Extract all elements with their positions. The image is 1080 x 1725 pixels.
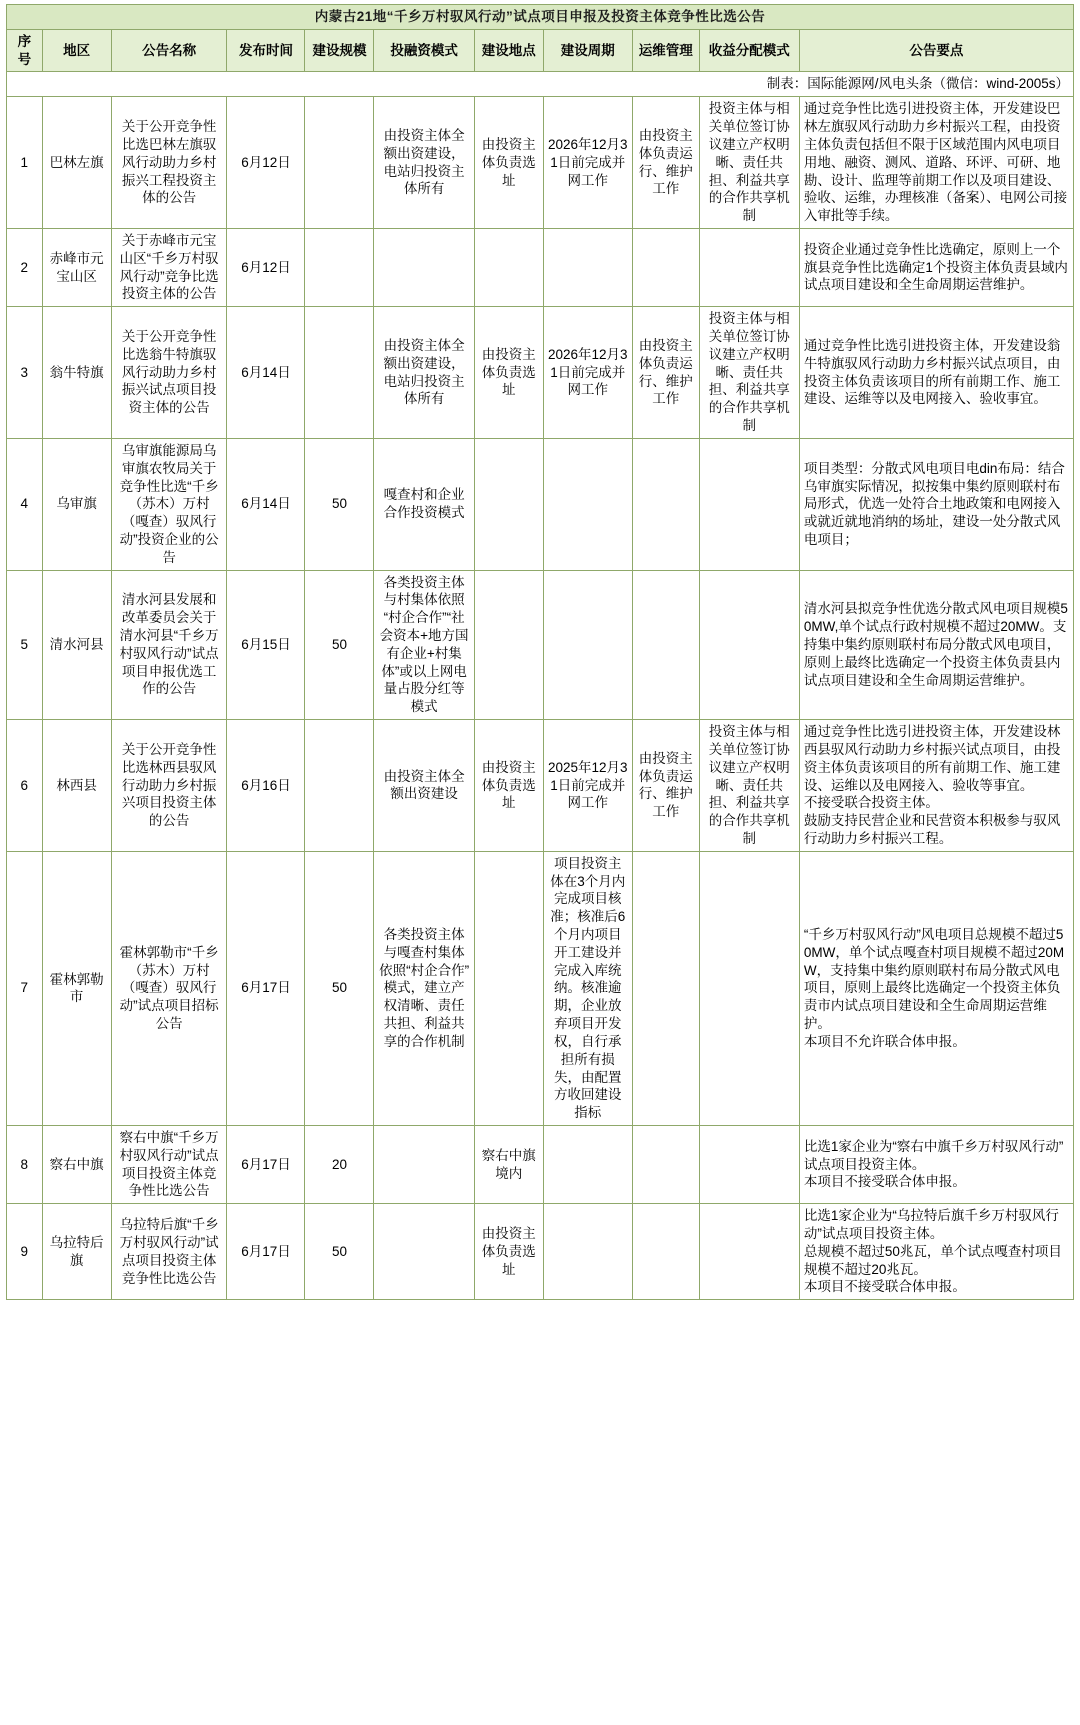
- row-region: 巴林左旗: [42, 97, 111, 229]
- row-build-scale: [305, 97, 374, 229]
- row-index: 4: [7, 438, 43, 570]
- row-key-points: 通过竞争性比选引进投资主体，开发建设翁牛特旗驭风行动助力乡村振兴试点项目，由投资主体负责该项目的所有前期工作、施工建设、运维等以及电网接入、验收事宜。: [799, 307, 1073, 439]
- row-index: 2: [7, 228, 43, 306]
- row-region: 乌拉特后旗: [42, 1204, 111, 1300]
- row-build-period: [543, 438, 632, 570]
- row-finance-mode: 由投资主体全额出资建设: [374, 720, 474, 852]
- credit-row: [7, 72, 1074, 97]
- row-build-period: 项目投资主体在3个月内完成项目核准；核准后6个月内项目开工建设并完成入库统纳。核准逾期，企业放弃项目开发权，自行承担所有损失，由配置方收回建设指标: [543, 851, 632, 1125]
- row-build-scale: 50: [305, 438, 374, 570]
- row-region: 翁牛特旗: [42, 307, 111, 439]
- column-header-period: 建设周期: [543, 29, 632, 72]
- announcement-table: [6, 4, 1074, 1300]
- column-header-index: 序号: [7, 29, 43, 72]
- row-build-place: [474, 851, 543, 1125]
- row-build-scale: [305, 720, 374, 852]
- row-build-period: [543, 228, 632, 306]
- row-finance-mode: [374, 1204, 474, 1300]
- column-header-om: 运维管理: [632, 29, 699, 72]
- row-region: 察右中旗: [42, 1125, 111, 1203]
- row-build-scale: 50: [305, 570, 374, 720]
- row-key-points: 通过竞争性比选引进投资主体，开发建设林西县驭风行动助力乡村振兴试点项目，由投资主体负责该项目的所有前期工作、施工建设、运维以及电网接入、验收等事宜。 不接受联合投资主体。 鼓励支持民营企业和民营资本积极参与驭风行动助力乡村振兴工程。: [799, 720, 1073, 852]
- row-publish-date: 6月17日: [227, 1204, 305, 1300]
- row-announcement-name: 察右中旗“千乡万村驭风行动”试点项目投资主体竞争性比选公告: [111, 1125, 227, 1203]
- row-publish-date: 6月14日: [227, 438, 305, 570]
- row-profit-mode: [699, 228, 799, 306]
- column-header-points: 公告要点: [799, 29, 1073, 72]
- row-profit-mode: 投资主体与相关单位签订协议建立产权明晰、责任共担、利益共享的合作共享机制: [699, 307, 799, 439]
- row-profit-mode: [699, 1125, 799, 1203]
- row-key-points: 比选1家企业为“察右中旗千乡万村驭风行动”试点项目投资主体。 本项目不接受联合体申报。: [799, 1125, 1073, 1203]
- row-key-points: “千乡万村驭风行动”风电项目总规模不超过50MW，单个试点嘎查村项目规模不超过20MW，支持集中集约原则联村布局分散式风电项目，原则上最终比选确定一个投资主体负责市内试点项目建设和全生命周期运营维护。 本项目不允许联合体申报。: [799, 851, 1073, 1125]
- row-region: 乌审旗: [42, 438, 111, 570]
- row-build-place: 由投资主体负责选址: [474, 1204, 543, 1300]
- row-om-management: 由投资主体负责运行、维护工作: [632, 97, 699, 229]
- row-index: 9: [7, 1204, 43, 1300]
- row-build-scale: [305, 228, 374, 306]
- row-publish-date: 6月15日: [227, 570, 305, 720]
- table-row: [7, 1204, 1074, 1300]
- row-key-points: 项目类型：分散式风电项目电din布局：结合乌审旗实际情况，拟按集中集约原则联村布局形式，优选一处符合土地政策和电网接入或就近就地消纳的场址，建设一处分散式风电项目；: [799, 438, 1073, 570]
- row-index: 3: [7, 307, 43, 439]
- row-announcement-name: 乌审旗能源局乌审旗农牧局关于竞争性比选“千乡（苏木）万村（嘎查）驭风行动”投资企业的公告: [111, 438, 227, 570]
- row-finance-mode: 各类投资主体与嘎查村集体依照“村企合作”模式，建立产权清晰、责任共担、利益共享的合作机制: [374, 851, 474, 1125]
- row-build-period: 2026年12月31日前完成并网工作: [543, 307, 632, 439]
- row-build-period: 2025年12月31日前完成并网工作: [543, 720, 632, 852]
- row-profit-mode: [699, 438, 799, 570]
- row-announcement-name: 关于公开竞争性比选翁牛特旗驭风行动助力乡村振兴试点项目投资主体的公告: [111, 307, 227, 439]
- column-header-scale: 建设规模: [305, 29, 374, 72]
- column-header-profit: 收益分配模式: [699, 29, 799, 72]
- row-announcement-name: 关于赤峰市元宝山区“千乡万村驭风行动”竞争比选投资主体的公告: [111, 228, 227, 306]
- table-row: [7, 228, 1074, 306]
- row-om-management: 由投资主体负责运行、维护工作: [632, 307, 699, 439]
- row-publish-date: 6月17日: [227, 851, 305, 1125]
- table-body: [7, 97, 1074, 1300]
- credit-text: 制表：国际能源网/风电头条（微信：wind-2005s）: [7, 72, 1074, 97]
- row-build-scale: 50: [305, 1204, 374, 1300]
- table-header-row: [7, 29, 1074, 72]
- row-profit-mode: [699, 1204, 799, 1300]
- table-row: [7, 720, 1074, 852]
- column-header-region: 地区: [42, 29, 111, 72]
- row-index: 5: [7, 570, 43, 720]
- row-build-place: 由投资主体负责选址: [474, 307, 543, 439]
- row-index: 6: [7, 720, 43, 852]
- row-build-place: 由投资主体负责选址: [474, 720, 543, 852]
- table-title-row: [7, 5, 1074, 30]
- row-build-scale: 50: [305, 851, 374, 1125]
- table-row: [7, 438, 1074, 570]
- row-index: 1: [7, 97, 43, 229]
- row-publish-date: 6月16日: [227, 720, 305, 852]
- row-build-period: 2026年12月31日前完成并网工作: [543, 97, 632, 229]
- row-publish-date: 6月12日: [227, 97, 305, 229]
- row-build-place: 察右中旗境内: [474, 1125, 543, 1203]
- row-key-points: 投资企业通过竞争性比选确定，原则上一个旗县竞争性比选确定1个投资主体负责县域内试点项目建设和全生命周期运营维护。: [799, 228, 1073, 306]
- row-build-period: [543, 570, 632, 720]
- row-om-management: [632, 570, 699, 720]
- row-region: 赤峰市元宝山区: [42, 228, 111, 306]
- row-announcement-name: 乌拉特后旗“千乡万村驭风行动”试点项目投资主体竞争性比选公告: [111, 1204, 227, 1300]
- row-announcement-name: 霍林郭勒市“千乡（苏木）万村（嘎查）驭风行动”试点项目招标公告: [111, 851, 227, 1125]
- row-index: 7: [7, 851, 43, 1125]
- column-header-finance: 投融资模式: [374, 29, 474, 72]
- row-profit-mode: 投资主体与相关单位签订协议建立产权明晰、责任共担、利益共享的合作共享机制: [699, 97, 799, 229]
- row-build-place: [474, 438, 543, 570]
- row-publish-date: 6月17日: [227, 1125, 305, 1203]
- row-region: 霍林郭勒市: [42, 851, 111, 1125]
- table-row: [7, 307, 1074, 439]
- row-key-points: 比选1家企业为“乌拉特后旗千乡万村驭风行动”试点项目投资主体。 总规模不超过50兆瓦，单个试点嘎查村项目规模不超过20兆瓦。 本项目不接受联合体申报。: [799, 1204, 1073, 1300]
- row-finance-mode: [374, 1125, 474, 1203]
- row-om-management: [632, 438, 699, 570]
- row-build-period: [543, 1125, 632, 1203]
- row-om-management: [632, 1204, 699, 1300]
- column-header-place: 建设地点: [474, 29, 543, 72]
- table-row: [7, 1125, 1074, 1203]
- table-row: [7, 97, 1074, 229]
- table-row: [7, 570, 1074, 720]
- row-profit-mode: [699, 851, 799, 1125]
- row-build-place: [474, 228, 543, 306]
- page-title: 内蒙古21地“千乡万村驭风行动”试点项目申报及投资主体竞争性比选公告: [7, 5, 1074, 30]
- row-build-scale: [305, 307, 374, 439]
- row-om-management: [632, 1125, 699, 1203]
- row-profit-mode: [699, 570, 799, 720]
- row-om-management: 由投资主体负责运行、维护工作: [632, 720, 699, 852]
- table-row: [7, 851, 1074, 1125]
- row-om-management: [632, 228, 699, 306]
- row-profit-mode: 投资主体与相关单位签订协议建立产权明晰、责任共担、利益共享的合作共享机制: [699, 720, 799, 852]
- row-om-management: [632, 851, 699, 1125]
- row-build-period: [543, 1204, 632, 1300]
- row-finance-mode: 各类投资主体与村集体依照“村企合作”“社会资本+地方国有企业+村集体”或以上网电量占股分红等模式: [374, 570, 474, 720]
- column-header-date: 发布时间: [227, 29, 305, 72]
- row-build-scale: 20: [305, 1125, 374, 1203]
- row-publish-date: 6月14日: [227, 307, 305, 439]
- row-region: 林西县: [42, 720, 111, 852]
- row-announcement-name: 关于公开竞争性比选林西县驭风行动助力乡村振兴项目投资主体的公告: [111, 720, 227, 852]
- row-region: 清水河县: [42, 570, 111, 720]
- row-key-points: 通过竞争性比选引进投资主体，开发建设巴林左旗驭风行动助力乡村振兴工程，由投资主体负责包括但不限于区域范围内风电项目用地、融资、测风、道路、环评、可研、地勘、设计、监理等前期工作以及项目建设、验收、运维，办理核准（备案）、电网公司接入审批等手续。: [799, 97, 1073, 229]
- row-build-place: [474, 570, 543, 720]
- row-key-points: 清水河县拟竞争性优选分散式风电项目规模50MW,单个试点行政村规模不超过20MW。支持集中集约原则联村布局分散式风电项目，原则上最终比选确定一个投资主体负责县内试点项目建设和全生命周期运营维护。: [799, 570, 1073, 720]
- column-header-name: 公告名称: [111, 29, 227, 72]
- row-announcement-name: 关于公开竞争性比选巴林左旗驭风行动助力乡村振兴工程投资主体的公告: [111, 97, 227, 229]
- row-publish-date: 6月12日: [227, 228, 305, 306]
- row-build-place: 由投资主体负责选址: [474, 97, 543, 229]
- row-index: 8: [7, 1125, 43, 1203]
- row-announcement-name: 清水河县发展和改革委员会关于清水河县“千乡万村驭风行动”试点项目申报优选工作的公告: [111, 570, 227, 720]
- row-finance-mode: 嘎查村和企业合作投资模式: [374, 438, 474, 570]
- row-finance-mode: 由投资主体全额出资建设，电站归投资主体所有: [374, 307, 474, 439]
- row-finance-mode: [374, 228, 474, 306]
- row-finance-mode: 由投资主体全额出资建设，电站归投资主体所有: [374, 97, 474, 229]
